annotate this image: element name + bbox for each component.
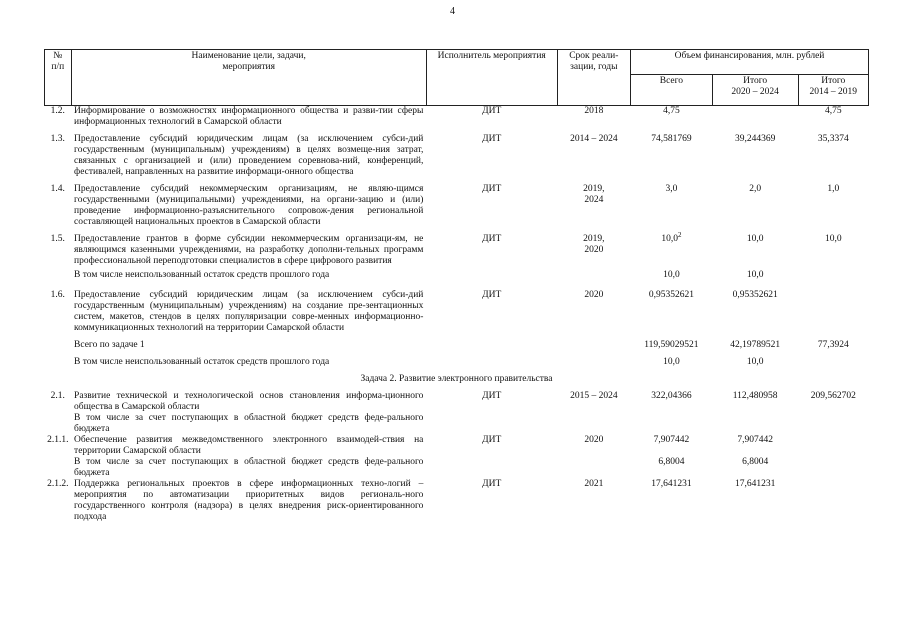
row-name: В том числе неиспользованный остаток средств прошлого года [74, 270, 330, 280]
row-total: 7,907442 [653, 435, 690, 445]
row-2020-2024: 17,641231 [734, 479, 776, 489]
task2-title: Задача 2. Развитие электронного правительства [360, 374, 553, 384]
table-row [45, 391, 869, 413]
row-executor: ДИТ [482, 391, 502, 401]
row-term: 2020 [584, 435, 604, 445]
row-name: Предоставление субсидий юридическим лицам (за исключением субси-дий государственным (муниципальным) учреждениям) на создание пре-зентационных систем, макетов, стендов в целях популяризации совре-менных информационно-коммуникационных технологий на территории Самарской области [74, 290, 424, 333]
row-2014-2019: 4,75 [824, 106, 842, 116]
row-number: 1.2. [50, 106, 65, 116]
table-row [45, 106, 869, 129]
row-total: 3,0 [665, 184, 678, 194]
row-number: 1.4. [50, 184, 65, 194]
row-total: 4,75 [663, 106, 680, 116]
row-executor: ДИТ [482, 234, 502, 244]
row-2020-2024: 10,0 [746, 234, 764, 244]
row-number: 1.5. [50, 234, 65, 244]
header-2014-2019: Итого 2014 – 2019 [798, 75, 868, 106]
table-row [45, 184, 869, 228]
row-total: 119,59029521 [644, 340, 699, 350]
row-term: 2019, 2024 [583, 184, 605, 205]
row-name: В том числе за счет поступающих в областной бюджет средств феде-рального бюджета [74, 457, 424, 478]
row-total: 10,0 [663, 270, 680, 280]
row-2014-2019 [798, 479, 868, 523]
row-term: 2015 – 2024 [570, 391, 618, 401]
row-name: Предоставление грантов в форме субсидии некоммерческим организаци-ям, не являющимся казенными учреждениями, на разработку дополни-тельных программ профессиональной переподготовки специалистов в сфере цифрового развития [74, 234, 424, 266]
header-num: № п/п [45, 50, 72, 106]
row-2020-2024 [712, 106, 798, 129]
row-2020-2024: 6,8004 [742, 457, 769, 467]
row-number: 1.6. [50, 290, 65, 300]
row-number: 1.3. [50, 134, 65, 144]
header-total: Всего [631, 75, 713, 106]
table-row [45, 413, 869, 435]
header-term: Срок реали- зации, годы [557, 50, 631, 106]
row-name: Информирование о возможностях информационного общества и разви-тии сферы информационных технологий в Самарской области [74, 106, 424, 127]
row-total: 10,0 [663, 357, 680, 367]
header-name: Наименование цели, задачи, мероприятия [71, 50, 426, 106]
header-funding: Объем финансирования, млн. рублей [631, 50, 869, 75]
row-name: Развитие технической и технологической основ становления информа-ционного общества в Самарской области [74, 391, 424, 412]
table-row [45, 435, 869, 457]
row-2020-2024: 112,480958 [732, 391, 778, 401]
row-name: Обеспечение развития межведомственного электронного взаимодей-ствия на территории Самарской области [74, 435, 424, 456]
table-row [45, 270, 869, 281]
row-executor: ДИТ [482, 184, 502, 194]
row-executor: ДИТ [482, 134, 502, 144]
row-executor: ДИТ [482, 435, 502, 445]
row-total: 74,581769 [651, 134, 692, 144]
row-2014-2019: 35,3374 [817, 134, 849, 144]
row-2020-2024: 2,0 [749, 184, 762, 194]
row-2020-2024: 10,0 [746, 270, 764, 280]
row-term: 2014 – 2024 [570, 134, 618, 144]
row-total: 322,04366 [651, 391, 692, 401]
row-total: 17,641231 [651, 479, 692, 489]
row-2014-2019: 77,3924 [817, 340, 849, 350]
row-2020-2024: 39,244369 [734, 134, 776, 144]
row-2014-2019 [798, 435, 868, 457]
header-executor: Исполнитель мероприятия [426, 50, 557, 106]
footnote-mark: 2 [677, 230, 682, 239]
funding-table [44, 49, 869, 523]
table-row [45, 357, 869, 368]
row-2014-2019: 209,562702 [810, 391, 856, 401]
row-executor: ДИТ [482, 106, 502, 116]
row-executor: ДИТ [482, 290, 502, 300]
row-number: 2.1.2. [47, 479, 69, 489]
row-name: Поддержка региональных проектов в сфере информационных техно-логий – мероприятия по автоматизации приоритетных видов региональ-ного государственного контроля (надзора) в целях внедрения риск-ориентированного подхода [74, 479, 424, 522]
row-name: В том числе неиспользованный остаток средств прошлого года [74, 357, 330, 367]
table-row [45, 457, 869, 479]
table-row [45, 234, 869, 267]
row-term: 2018 [584, 106, 604, 116]
row-total: 6,8004 [658, 457, 685, 467]
header-2020-2024: Итого 2020 – 2024 [712, 75, 798, 106]
table-row [45, 290, 869, 334]
row-name: Предоставление субсидий некоммерческим организациям, не являю-щимся государственными (муниципальными) учреждениями, на органи-зацию и (или) проведение информационно-разъяснительного сопровож-дения региональной составляющей национальных проектов в Самарской области [74, 184, 424, 227]
row-executor: ДИТ [482, 479, 502, 489]
page-number: 4 [450, 6, 455, 17]
row-term: 2019, 2020 [583, 234, 605, 255]
table-row [45, 134, 869, 178]
row-term: 2021 [584, 479, 604, 489]
row-2014-2019 [798, 290, 868, 334]
task1-total-label: Всего по задаче 1 [74, 340, 145, 350]
table-row [45, 340, 869, 351]
row-2020-2024: 0,95352621 [732, 290, 778, 300]
row-2020-2024: 7,907442 [737, 435, 773, 445]
row-total: 10,0$^2$ [661, 230, 682, 244]
row-2020-2024: 10,0 [746, 357, 764, 367]
row-number: 2.1.1. [47, 435, 69, 445]
table-row [45, 479, 869, 523]
row-name: В том числе за счет поступающих в областной бюджет средств феде-рального бюджета [74, 413, 424, 434]
row-2020-2024: 42,19789521 [730, 340, 781, 350]
row-total: 0,95352621 [648, 290, 694, 300]
task-heading-row [45, 374, 869, 385]
row-number: 2.1. [50, 391, 65, 401]
row-2014-2019: 10,0 [824, 234, 842, 244]
row-2014-2019: 1,0 [827, 184, 840, 194]
row-term: 2020 [584, 290, 604, 300]
row-name: Предоставление субсидий юридическим лицам (за исключением субси-дий государственным (муниципальным) учреждениям) в целях возмеще-ния затрат, связанных с организацией и (или) проведением соревнова-ний, конференций, фестивалей, направленных на развитие информаци-онного общества [74, 134, 424, 177]
